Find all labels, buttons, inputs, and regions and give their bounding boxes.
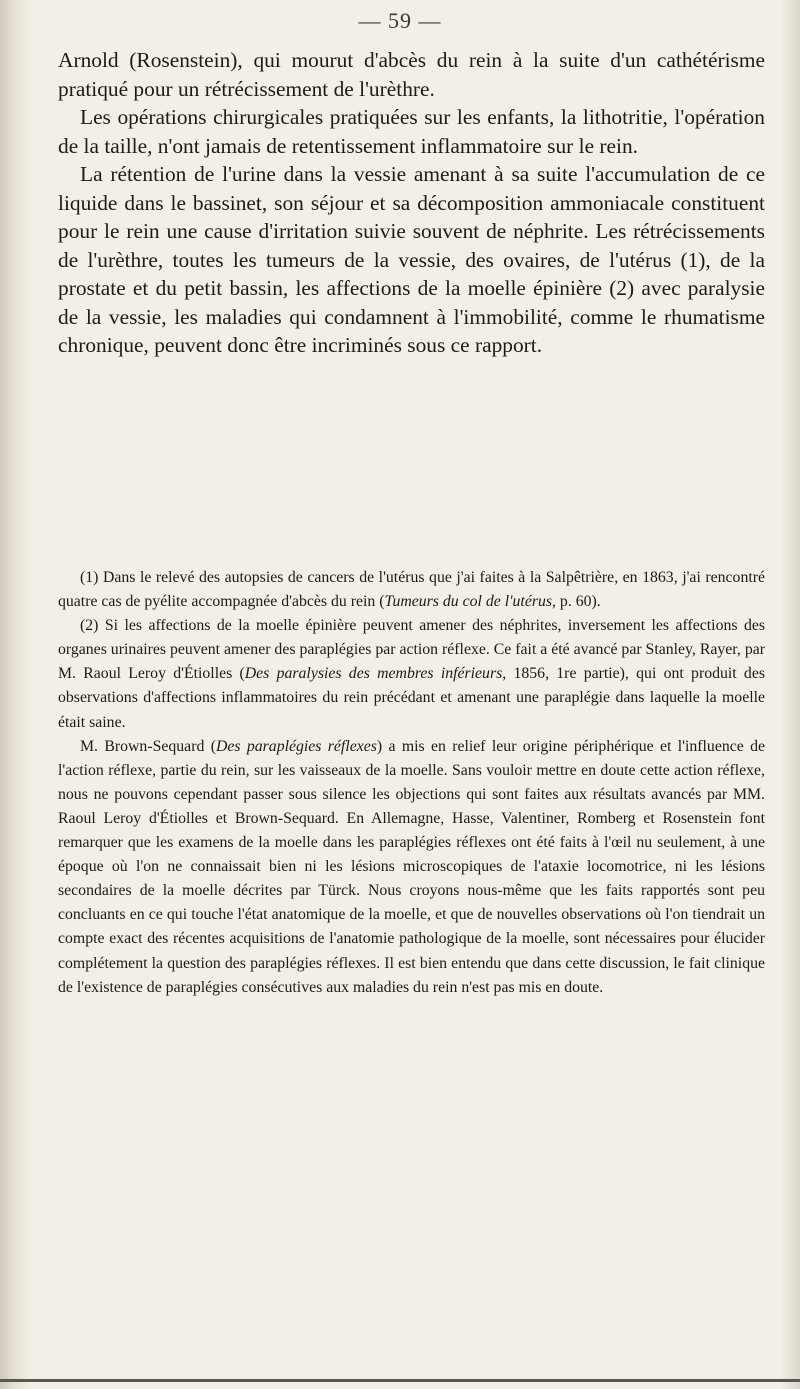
footnote-2b-text: M. Brown-Sequard ( [80, 737, 216, 755]
paragraph-1: Arnold (Rosenstein), qui mourut d'abcès du rein à la suite d'un cathétérisme pratiqué pour un rétrécissement de l'urèthre. [58, 48, 765, 101]
page-edge [780, 0, 800, 1389]
footnote-1-tail: , p. 60). [552, 593, 601, 611]
footnote-1 [58, 566, 765, 614]
main-text [58, 46, 765, 360]
footnote-2-tail: , 1856, 1re partie), qui ont produit des observations d'affections inflammatoires du rein précédant et amenant une paraplégie dans laquelle la moelle était saine. [58, 665, 765, 731]
footnotes [58, 566, 765, 1000]
page-gutter-shadow [0, 0, 30, 1389]
footnote-1-title: Tumeurs du col de l'utérus [384, 593, 553, 611]
footnote-2-continued [58, 735, 765, 1000]
footnote-1-text: (1) Dans le relevé des autopsies de cancers de l'utérus que j'ai faites à la Salpêtrière, en 1863, j'ai rencontré quatre cas de pyélite accompagnée d'abcès du rein ( [58, 569, 765, 611]
page-number: — 59 — [358, 8, 442, 33]
bottom-rule [0, 1379, 800, 1382]
paragraph-2: Les opérations chirurgicales pratiquées sur les enfants, la lithotritie, l'opération de la taille, n'ont jamais de retentissement inflammatoire sur le rein. [58, 105, 765, 158]
footnote-2 [58, 614, 765, 734]
footnote-2b-tail: ) a mis en relief leur origine périphérique et l'influence de l'action réflexe, partie du rein, sur les vaisseaux de la moelle. Sans vouloir mettre en doute cette action réflexe, nous ne pouvons cependant passer sous silence les objections qui sont faites aux résultats avancés par MM. Raoul Leroy d'Étiolles et Brown-Sequard. En Allemagne, Hasse, Valentiner, Romberg et Rosenstein font remarquer que les examens de la moelle dans les paraplégies réflexes ont été faits à l'œil nu seulement, à une époque où l'on ne connaissait bien ni les lésions microscopiques de l'ataxie locomotrice, ni les lésions secondaires de la moelle décrites par Türck. Nous croyons nous-même que les faits rapportés sont peu concluants en ce qui touche l'état anatomique de la moelle, et que de nouvelles observations où l'on tiendrait un compte exact des récentes acquisitions de l'anatomie pathologique de la moelle, sont nécessaires pour élucider complétement la question des paraplégies réflexes. Il est bien entendu que dans cette discussion, le fait clinique de l'existence de paraplégies consécutives aux maladies du rein n'est pas mis en doute. [58, 737, 766, 996]
footnote-2-title: Des paralysies des membres inférieurs [244, 665, 503, 683]
paragraph-3: La rétention de l'urine dans la vessie amenant à sa suite l'accumulation de ce liquide dans le bassinet, son séjour et sa décomposition ammoniacale constituent pour le rein une cause d'irritation suivie souvent de néphrite. Les rétrécissements de l'urèthre, toutes les tumeurs de la vessie, des ovaires, de l'utérus (1), de la prostate et du petit bassin, les affections de la moelle épinière (2) avec paralysie de la vessie, les maladies qui condamnent à l'immobilité, comme le rhumatisme chronique, peuvent donc être incriminés sous ce rapport. [58, 162, 765, 357]
footnote-2b-title: Des paraplégies réflexes [215, 737, 377, 755]
footnote-2-text: (2) Si les affections de la moelle épinière peuvent amener des néphrites, inversement les affections des organes urinaires peuvent amener des paraplégies par action réflexe. Ce fait a été avancé par Stanley, Rayer, par M. Raoul Leroy d'Étiolles ( [58, 617, 765, 683]
